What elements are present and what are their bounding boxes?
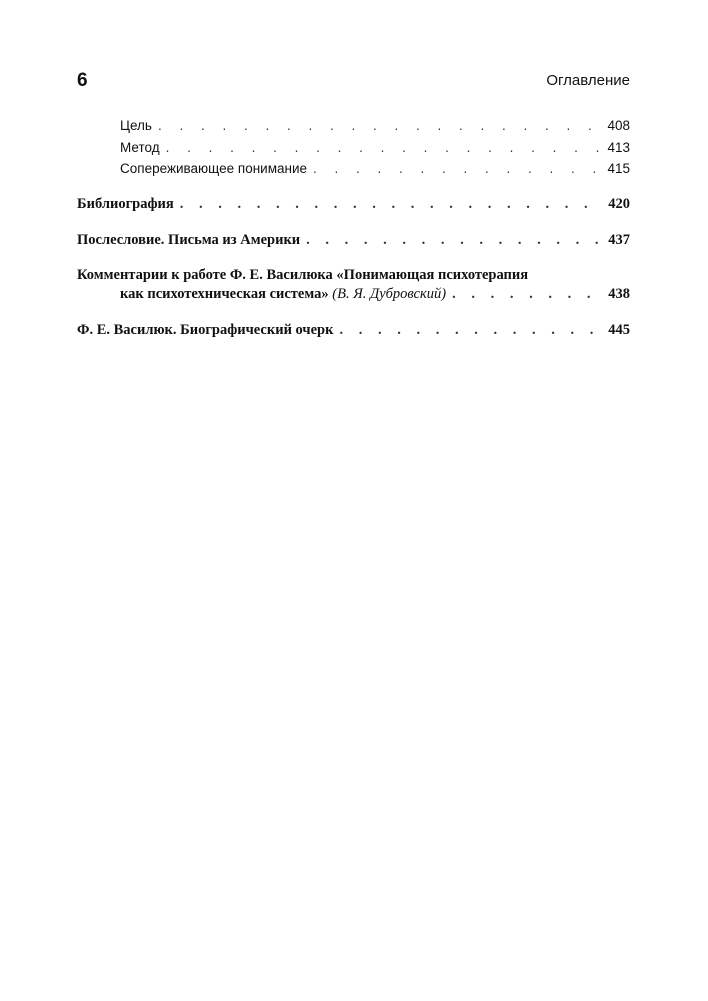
toc-entry-method xyxy=(77,140,630,155)
commentary-title-line2: как психотехническая система» xyxy=(120,286,329,302)
toc-entry-goal xyxy=(77,118,630,133)
toc-entry-page: 408 xyxy=(607,118,630,133)
toc-entry-title: Послесловие. Письма из Америки xyxy=(77,232,301,248)
dot-leader xyxy=(158,118,602,133)
page-number: 6 xyxy=(77,70,88,91)
dot-leader xyxy=(180,196,603,213)
toc-entry-title: Метод xyxy=(120,140,160,155)
toc-entry-page: 445 xyxy=(608,322,630,338)
toc-entry-biography xyxy=(77,322,630,339)
toc-entry-afterword xyxy=(77,232,630,249)
toc-entry-bibliography xyxy=(77,196,630,213)
toc-entry-title xyxy=(77,286,446,303)
toc-entry-page: 415 xyxy=(607,161,630,176)
commentary-author: (В. Я. Дубровский) xyxy=(332,286,447,302)
toc-entry-title: Сопереживающее понимание xyxy=(120,161,307,176)
toc-entry-page: 437 xyxy=(608,232,630,248)
toc-entry-title: Ф. Е. Василюк. Биографический очерк xyxy=(77,322,334,338)
toc-entry-page: 420 xyxy=(608,196,630,212)
toc-entry-page: 413 xyxy=(607,140,630,155)
toc-entry-page: 438 xyxy=(608,286,630,302)
toc-entry-commentary xyxy=(77,286,630,303)
dot-leader xyxy=(313,161,601,176)
dot-leader xyxy=(306,232,602,249)
toc-entry-title: Библиография xyxy=(77,196,174,212)
toc-entry-empathic-understanding xyxy=(77,161,630,176)
running-head: Оглавление xyxy=(546,72,630,89)
toc-entry-commentary-line1: Комментарии к работе Ф. Е. Василюка «Понимающая психотерапия xyxy=(77,267,529,283)
dot-leader xyxy=(339,322,602,339)
dot-leader xyxy=(452,286,602,303)
dot-leader xyxy=(166,140,602,155)
toc-entry-title: Цель xyxy=(120,118,152,133)
